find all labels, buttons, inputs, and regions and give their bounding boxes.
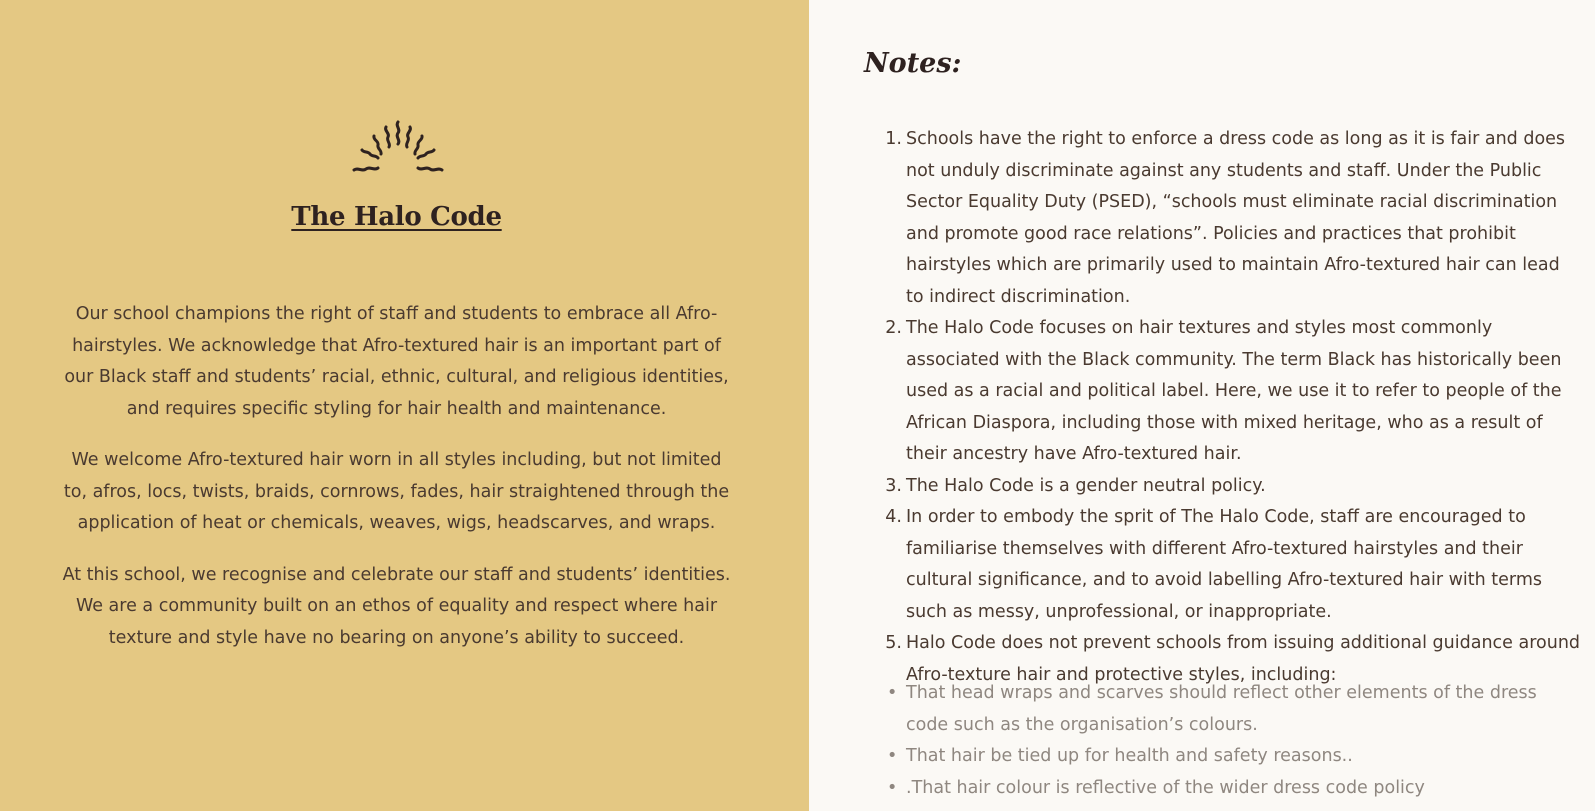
note-item (885, 313, 1582, 471)
notes-heading: Notes: (864, 48, 962, 79)
bullet-dot-icon: • (887, 777, 898, 798)
bullet-item (887, 678, 1582, 741)
note-item (885, 124, 1582, 313)
note-number: 1. (885, 129, 902, 149)
notes-list (885, 124, 1582, 691)
intro-paragraph: At this school, we recognise and celebrate our staff and students’ identities. We are a community built on an ethos of equality and respect where hair texture and style have no bearing on anyone’s ability to succeed. (62, 564, 731, 648)
note-text: Halo Code does not prevent schools from issuing additional guidance around Afro-texture hair and protective styles, including: (906, 633, 1581, 685)
note-number: 3. (885, 475, 902, 496)
bullet-dot-icon: • (887, 683, 898, 703)
bullet-item (887, 773, 1582, 805)
intro-paragraph: Our school champions the right of staff and students to embrace all Afro-hairstyles. We acknowledge that Afro-textured hair is an important part of our Black staff and students’ racial, ethnic, cultural, and religious identities, and requires specific styling for hair health and maintenance. (64, 304, 729, 419)
guidance-bullets (887, 678, 1582, 804)
note-item (885, 502, 1582, 628)
bullet-dot-icon: • (887, 746, 898, 766)
page-title: The Halo Code (291, 202, 502, 232)
note-number: 2. (885, 318, 902, 338)
intro-text (58, 299, 735, 674)
bullet-text: That head wraps and scarves should reflect other elements of the dress code such as the organisation’s colours. (906, 683, 1537, 735)
note-text: The Halo Code is a gender neutral policy. (906, 475, 1266, 496)
note-item (885, 471, 1582, 503)
note-text: Schools have the right to enforce a dress code as long as it is fair and does not unduly discriminate against any students and staff. Under the Public Sector Equality Duty (PSED), “schools must eliminate racial discrimination and promote good race relations”. Policies and practices that prohibit hairstyles which are primarily used to maintain Afro-textured hair can lead to indirect discrimination. (906, 129, 1566, 307)
note-text: In order to embody the sprit of The Halo Code, staff are encouraged to familiarise themselves with different Afro-textured hairstyles and their cultural significance, and to avoid labelling Afro-textured hair with terms such as messy, unprofessional, or inappropriate. (906, 507, 1542, 622)
intro-paragraph: We welcome Afro-textured hair worn in all styles including, but not limited to, afros, locs, twists, braids, cornrows, fades, hair straightened through the application of heat or chemicals, weaves, wigs, headscarves, and wraps. (63, 450, 730, 533)
halo-rays-icon (350, 118, 446, 180)
note-text: The Halo Code focuses on hair textures and styles most commonly associated with the Black community. The term Black has historically been used as a racial and political label. Here, we use it to refer to people of the African Diaspora, including those with mixed heritage, who as a result of their ancestry have Afro-textured hair. (906, 318, 1562, 464)
note-number: 5. (885, 633, 902, 653)
note-number: 4. (885, 507, 902, 527)
bullet-item (887, 741, 1582, 773)
bullet-text: That hair be tied up for health and safety reasons.. (906, 746, 1353, 766)
bullet-text: .That hair colour is reflective of the wider dress code policy (906, 777, 1425, 798)
